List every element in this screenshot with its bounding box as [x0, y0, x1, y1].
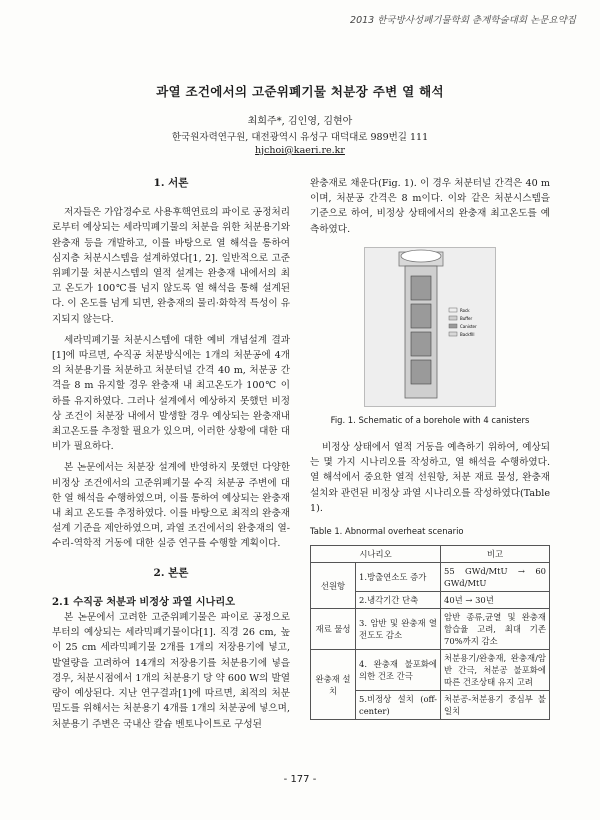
- table-cell-note: 55 GWd/MtU → 60 GWd/MtU: [441, 563, 550, 592]
- table-category: 재료 물성: [311, 609, 356, 650]
- table-header-note: 비고: [441, 546, 550, 563]
- subsection-heading: 2.1 수직공 처분과 비정상 과열 시나리오: [52, 595, 236, 608]
- legend-backfill: Backfill: [460, 331, 475, 337]
- intro-paragraph-1: 저자들은 가압경수로 사용후핵연료의 파이로 공정처리로부터 예상되는 세라믹폐기물의 처분을 위한 처분용기와 완충재 등을 개발하고, 이를 바탕으로 열 해석을 통하여 심지층 처분시스템을 설계하였다[1, 2]. 일반적으로 고준위폐기물 처분시스템의 열적 설계는 완충재 내에서의 최고 온도가 100℃를 넘지 않도록 열 해석을 통해 설계된다. 이 온도를 넘게 되면, 완충재의 물리·화학적 특성이 유지되지 않는다.: [52, 207, 290, 325]
- table-cell-scenario: 5.비정상 설치 (off-center): [356, 691, 441, 720]
- table-cell-note: 40년 → 30년: [441, 592, 550, 609]
- right-paragraph-2: 비정상 상태에서 열적 거동을 예측하기 위하여, 예상되는 몇 가지 시나리오를 작성하고, 열 해석을 수행하였다. 열 해석에서 중요한 열적 선원항, 처분 재료 물성, 완충재 설치와 관련된 비정상 과열 시나리오를 작성하였다(Table 1).: [310, 442, 550, 514]
- right-paragraph-1: 완충재로 채운다(Fig. 1). 이 경우 처분터널 간격은 40 m이며, 처분공 간격은 8 m이다. 이와 같은 처분시스템을 기준으로 하여, 비정상 상태에서의 완충재 최고온도를 예측하였다.: [310, 178, 550, 235]
- legend-canister: Canister: [460, 323, 477, 329]
- table-row: [311, 563, 550, 592]
- table-cell-note: 처분용기/완충재, 완충재/암반 간극, 처분공 불포화에 따른 건조상태 유지 고려: [441, 650, 550, 691]
- page-number: - 177 -: [283, 774, 317, 785]
- table-caption: Table 1. Abnormal overheat scenario: [310, 526, 464, 537]
- intro-heading: 1. 서론: [153, 177, 189, 189]
- left-column: [52, 176, 290, 732]
- intro-paragraph-2: 세라믹폐기물 처분시스템에 대한 예비 개념설계 결과[1]에 따르면, 수직공 처분방식에는 1개의 처분공에 4개의 처분용기를 처분하고 처분터널 간격 40 m, 처분공 간격을 8 m 유지할 경우 완충재 내 최고온도가 100℃ 이하를 유지하였다. 그러나 설계에서 예상하지 못했던 비정상 조건이 처분장 내에서 발생할 경우 예상되는 완충재내 최고온도를 추정할 필요가 있으며, 이러한 상황에 대한 대비가 필요하다.: [52, 334, 290, 453]
- table-cell-note: 처분공-처분용기 중심부 불일치: [441, 691, 550, 720]
- table-category: 선원항: [311, 563, 356, 609]
- borehole-schematic: [365, 248, 495, 406]
- figure-caption: Fig. 1. Schematic of a borehole with 4 canisters: [330, 414, 530, 425]
- intro-paragraph-3: 본 논문에서는 처분장 설계에 반영하지 못했던 다양한 비정상 조건에서의 고준위폐기물 수직 처분공 주변에 대한 열 해석을 수행하였으며, 이를 통하여 예상되는 완충재 내 최고 온도를 추정하였다. 이를 바탕으로 최적의 완충재 설계 기준을 제안하였으며, 과열 조건에서의 완충재의 열-수리-역학적 거동에 대한 실증 연구를 수행할 계획이다.: [52, 462, 290, 550]
- affiliation: 한국원자력연구원, 대전광역시 유성구 대덕대로 989번길 111: [171, 132, 429, 143]
- table-row: [311, 650, 550, 691]
- table-cell-note: 암반 종류,균열 및 완충재 함습율 고려, 최대 기존 70%까지 감소: [441, 609, 550, 650]
- author-email[interactable]: hjchoi@kaeri.re.kr: [255, 145, 345, 156]
- table-category: 완충재 설치: [311, 650, 356, 720]
- paper-title: 과열 조건에서의 고준위폐기물 처분장 주변 열 해석: [156, 84, 444, 99]
- right-column: [310, 176, 550, 720]
- body-paragraph-1: 본 논문에서 고려한 고준위폐기물은 파이로 공정으로부터의 예상되는 세라믹폐기물이다[1]. 직경 26 cm, 높이 25 cm 세라믹폐기물 2개를 1개의 저장용기에 넣고, 발열량을 고려하여 14개의 저장용기를 처분용기에 넣을 경우, 처분시점에서 1개의 처분용기 당 약 600 W의 발열량이 예상된다. 지난 연구결과[1]에 따르면, 최적의 처분밀도를 위해서는 처분용기 4개를 1개의 처분공에 넣으며, 처분용기 주변은 국내산 칼슘 벤토나이트로 구성된: [52, 612, 290, 730]
- author-list: 최희주*, 김인영, 김현아: [247, 116, 353, 127]
- table-cell-scenario: 4. 완충재 불포화에 의한 건조 간극: [356, 650, 441, 691]
- table-cell-scenario: 3. 암반 및 완충재 열전도도 감소: [356, 609, 441, 650]
- scenario-table: [310, 545, 550, 720]
- body-heading: 2. 본론: [153, 566, 189, 579]
- table-cell-scenario: 2.냉각기간 단축: [356, 592, 441, 609]
- legend-buffer: Buffer: [460, 315, 473, 321]
- legend-rock: Rock: [460, 307, 470, 313]
- borehole-figure: [364, 247, 496, 407]
- table-cell-scenario: 1.방출연소도 증가: [356, 563, 441, 592]
- table-header-scenario: 시나리오: [311, 546, 441, 563]
- running-header: 2013 한국방사성폐기물학회 춘계학술대회 논문요약집: [350, 15, 576, 26]
- table-row: [311, 609, 550, 650]
